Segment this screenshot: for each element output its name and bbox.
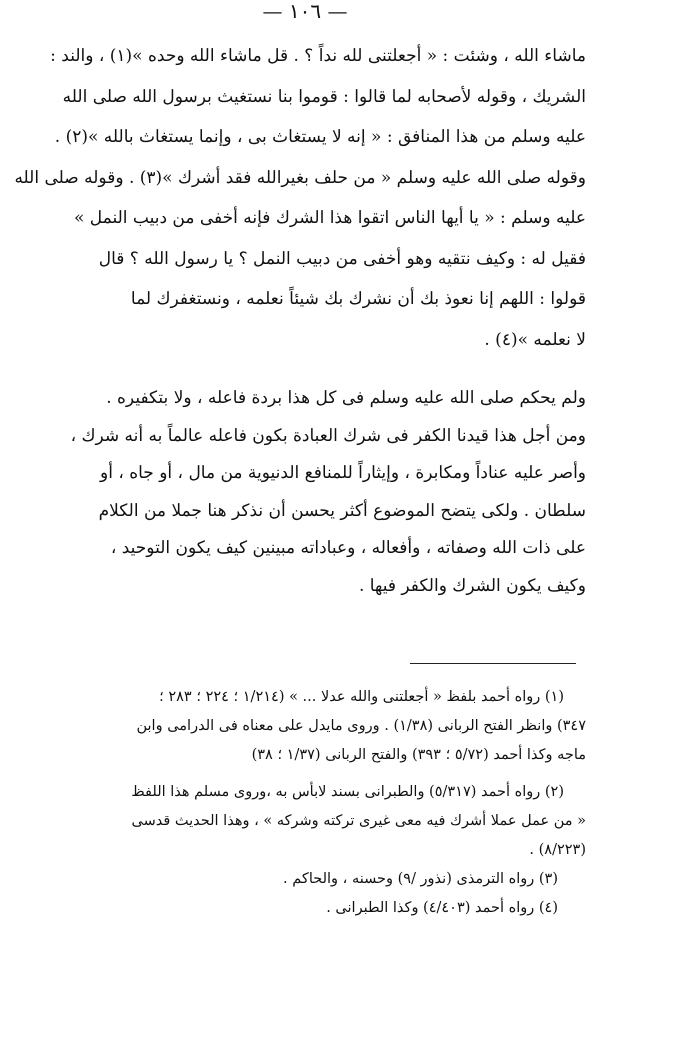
- paragraph-hadith-quotes: [14, 36, 586, 360]
- footnote-line: (٢) رواه أحمد (٥/٣١٧) والطبرانى بسند لابأس به ،وروى مسلم هذا اللفظ: [131, 784, 564, 800]
- footnote-line: ماجه وكذا أحمد (٥/٧٢ ؛ ٣٩٣) والفتح الربانى (١/٣٧ ؛ ٣٨): [251, 747, 586, 763]
- text-line: وكيف يكون الشرك والكفر فيها .: [358, 575, 586, 596]
- footnote-line: ٣٤٧) وانظر الفتح الربانى (١/٣٨) . وروى مايدل على معناه فى الدرامى وابن: [136, 718, 586, 734]
- text-line: ولم يحكم صلى الله عليه وسلم فى كل هذا بردة فاعله ، ولا بتكفيره .: [106, 388, 586, 408]
- text-line: قولوا : اللهم إنا نعوذ بك أن نشرك بك شيئاً نعلمه ، ونستغفرك لما: [130, 289, 586, 309]
- text-line: عليه وسلم : « يا أيها الناس اتقوا هذا الشرك فإنه أخفى من دبيب النمل »: [73, 208, 586, 228]
- text-line: وأصر عليه عناداً ومكابرة ، وإيثاراً للمنافع الدنيوية من مال ، أو جاه ، أو: [99, 463, 586, 483]
- footnote-line: « من عمل عملا أشرك فيه معى غيرى تركته وشركه » ، وهذا الحديث قدسى: [131, 813, 586, 829]
- footnote-line: (١) رواه أحمد بلفظ « أجعلتنى والله عدلا ... » (١/٢١٤ ؛ ٢٢٤ ؛ ٢٨٣ ؛: [159, 689, 564, 705]
- text-line: وقوله صلى الله عليه وسلم « من حلف بغيرالله فقد أشرك »(٣) . وقوله صلى الله: [14, 167, 586, 188]
- page-number: — ١٠٦ —: [262, 0, 348, 23]
- text-line: فقيل له : وكيف نتقيه وهو أخفى من دبيب النمل ؟ يا رسول الله ؟ قال: [98, 248, 586, 269]
- footnote-4: (٤) رواه أحمد (٤/٤٠٣) وكذا الطبرانى .: [326, 900, 558, 916]
- text-line: على ذات الله وصفاته ، وأفعاله ، وعباداته مبينين كيف يكون التوحيد ،: [110, 538, 586, 558]
- footnote-2: [34, 778, 586, 865]
- footnotes: [34, 683, 586, 923]
- text-line: لا نعلمه »(٤) .: [484, 329, 586, 350]
- text-line: سلطان . ولكى يتضح الموضوع أكثر يحسن أن نذكر هنا جملا من الكلام: [98, 500, 586, 521]
- paragraph-ruling: [34, 380, 586, 605]
- footnote-1: [34, 683, 586, 770]
- text-line: ومن أجل هذا قيدنا الكفر فى شرك العبادة بكون فاعله عالماً به أنه شرك ،: [70, 425, 586, 446]
- footnote-line: (٨/٢٢٣) .: [529, 842, 586, 858]
- footnote-separator: [410, 663, 576, 664]
- text-line: الشريك ، وقوله لأصحابه لما قالوا : قوموا بنا نستغيث برسول الله صلى الله: [62, 86, 586, 107]
- text-line: ماشاء الله ، وشئت : « أجعلتنى لله نداً ؟ . قل ماشاء الله وحده »(١) ، والند :: [50, 46, 586, 66]
- footnote-3: (٣) رواه الترمذى (نذور /٩) وحسنه ، والحاكم .: [283, 871, 558, 887]
- text-line: عليه وسلم من هذا المنافق : « إنه لا يستغاث بى ، وإنما يستغاث بالله »(٢) .: [54, 127, 586, 147]
